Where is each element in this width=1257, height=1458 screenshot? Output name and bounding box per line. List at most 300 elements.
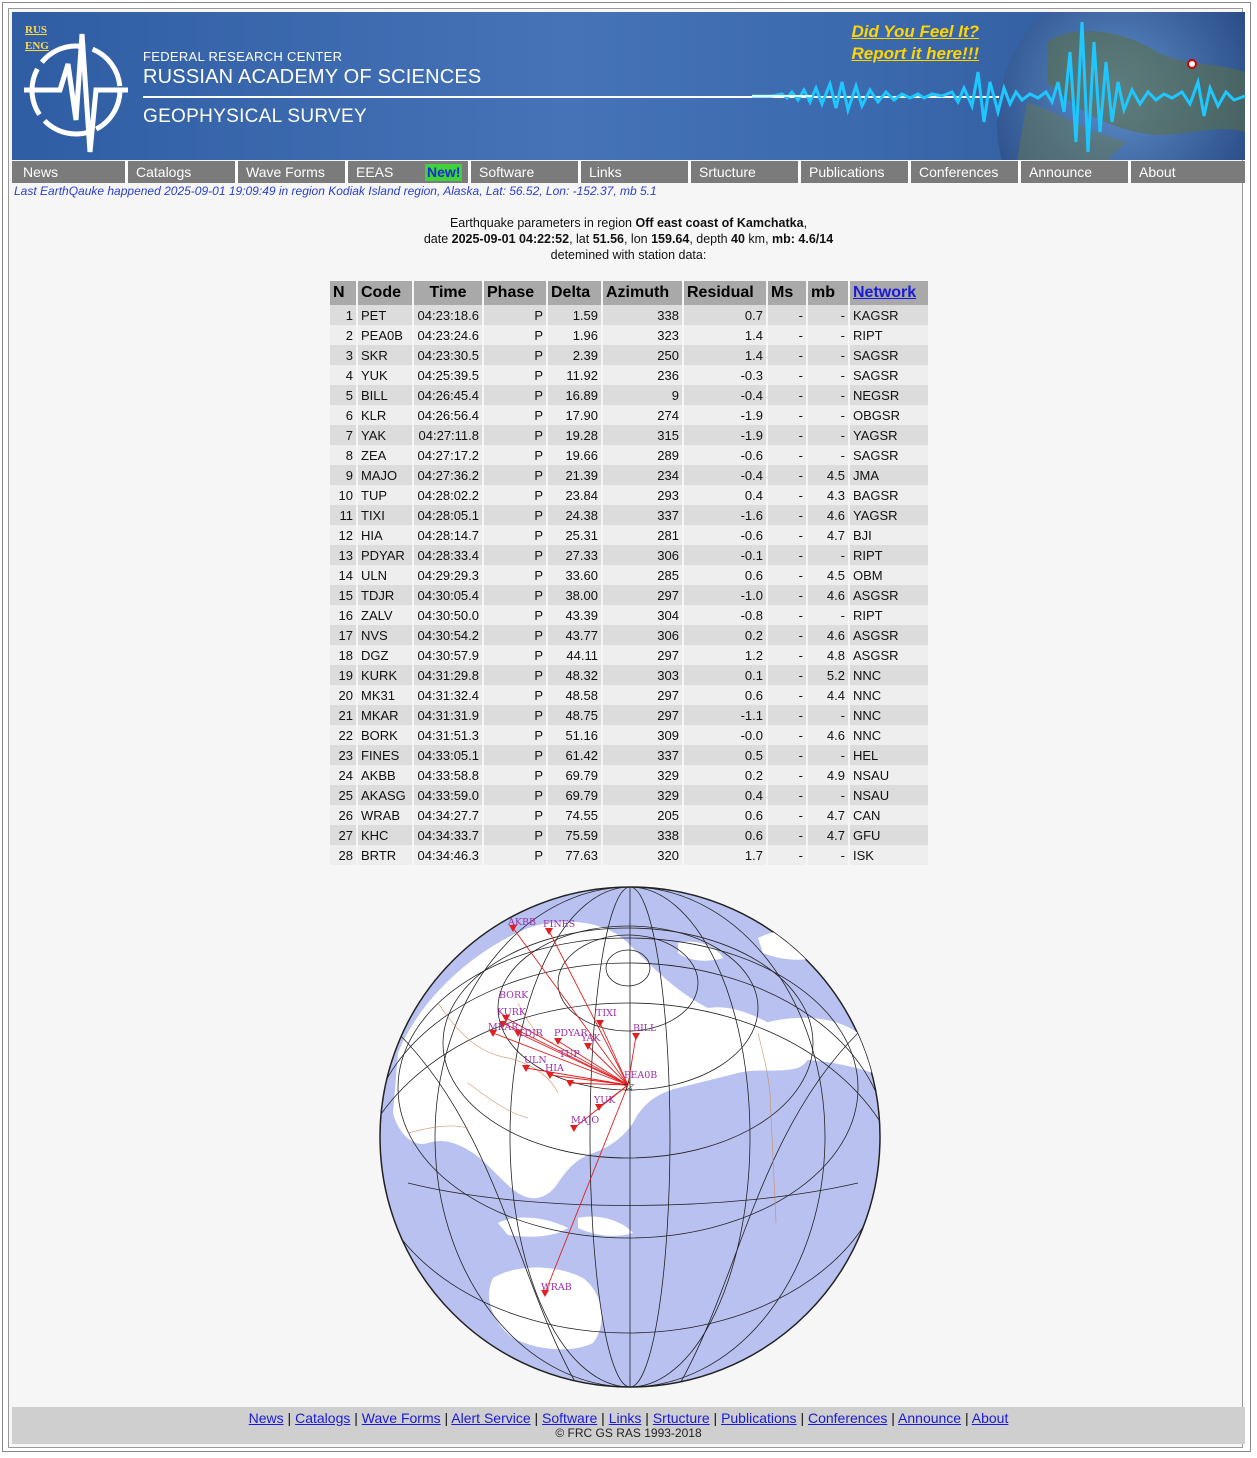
table-cell-n: 16 [330, 605, 356, 625]
table-cell-phase: P [484, 405, 546, 425]
table-cell-mb: - [808, 745, 848, 765]
table-cell-network: SAGSR [850, 445, 928, 465]
table-cell-delta: 77.63 [548, 845, 601, 865]
table-cell-azimuth: 236 [603, 365, 682, 385]
table-cell-network: ASGSR [850, 625, 928, 645]
table-cell-n: 27 [330, 825, 356, 845]
table-row [330, 585, 928, 605]
table-cell-phase: P [484, 525, 546, 545]
table-cell-code: ULN [358, 565, 412, 585]
table-row [330, 765, 928, 785]
table-cell-time: 04:28:14.7 [414, 525, 482, 545]
table-cell-ms: - [768, 485, 806, 505]
table-cell-ms: - [768, 705, 806, 725]
table-cell-azimuth: 306 [603, 625, 682, 645]
station-map [378, 883, 882, 1391]
table-cell-delta: 16.89 [548, 385, 601, 405]
table-cell-code: PET [358, 305, 412, 325]
table-row [330, 645, 928, 665]
table-cell-code: MAJO [358, 465, 412, 485]
map-label-wrab: WRAB [541, 1282, 572, 1293]
network-sort-link[interactable]: Network [853, 284, 917, 301]
table-cell-code: ZALV [358, 605, 412, 625]
table-cell-time: 04:25:39.5 [414, 365, 482, 385]
table-cell-residual: -0.1 [684, 545, 766, 565]
table-cell-time: 04:28:05.1 [414, 505, 482, 525]
col-phase: Phase [484, 281, 546, 305]
table-cell-delta: 19.66 [548, 445, 601, 465]
table-cell-phase: P [484, 645, 546, 665]
table-row [330, 605, 928, 625]
table-cell-mb: - [808, 365, 848, 385]
table-cell-time: 04:30:54.2 [414, 625, 482, 645]
footer-link-catalogs[interactable]: Catalogs [295, 1410, 351, 1426]
table-cell-ms: - [768, 505, 806, 525]
table-cell-delta: 48.58 [548, 685, 601, 705]
table-row [330, 345, 928, 365]
footer-link-about[interactable]: About [971, 1410, 1009, 1426]
table-cell-network: SAGSR [850, 345, 928, 365]
table-cell-residual: 0.6 [684, 825, 766, 845]
col-ms: Ms [768, 281, 806, 305]
table-cell-network: YAGSR [850, 425, 928, 445]
header-line3: GEOPHYSICAL SURVEY [143, 106, 367, 127]
table-cell-residual: -0.6 [684, 445, 766, 465]
table-cell-azimuth: 304 [603, 605, 682, 625]
table-cell-mb: 4.3 [808, 485, 848, 505]
table-cell-phase: P [484, 465, 546, 485]
table-cell-residual: -1.9 [684, 405, 766, 425]
did-you-feel-link[interactable]: Did You Feel It? [851, 22, 979, 41]
table-cell-n: 3 [330, 345, 356, 365]
table-cell-network: NNC [850, 665, 928, 685]
table-cell-delta: 74.55 [548, 805, 601, 825]
table-cell-code: BORK [358, 725, 412, 745]
table-cell-time: 04:26:56.4 [414, 405, 482, 425]
table-cell-n: 5 [330, 385, 356, 405]
table-cell-network: NNC [850, 705, 928, 725]
map-label-yuk: YUK [594, 1095, 616, 1106]
table-cell-network: SAGSR [850, 365, 928, 385]
table-cell-phase: P [484, 805, 546, 825]
table-cell-azimuth: 297 [603, 685, 682, 705]
table-cell-mb: 4.6 [808, 585, 848, 605]
table-row [330, 545, 928, 565]
table-cell-n: 20 [330, 685, 356, 705]
table-cell-network: NSAU [850, 785, 928, 805]
table-cell-azimuth: 285 [603, 565, 682, 585]
map-label-kurk: KURK [497, 1007, 527, 1018]
table-cell-delta: 24.38 [548, 505, 601, 525]
table-cell-phase: P [484, 745, 546, 765]
lon-label: , lon [623, 232, 652, 246]
table-cell-delta: 38.00 [548, 585, 601, 605]
params-line2 [0, 232, 1257, 246]
table-cell-azimuth: 338 [603, 825, 682, 845]
table-cell-time: 04:33:58.8 [414, 765, 482, 785]
depth-label: , depth [689, 232, 732, 246]
table-cell-residual: 1.7 [684, 845, 766, 865]
table-cell-azimuth: 309 [603, 725, 682, 745]
footer-link-wave-forms[interactable]: Wave Forms [361, 1410, 441, 1426]
table-cell-residual: -0.6 [684, 525, 766, 545]
mb-value: mb: 4.6/14 [772, 232, 834, 246]
table-cell-ms: - [768, 585, 806, 605]
table-cell-mb: - [808, 845, 848, 865]
table-cell-mb: - [808, 345, 848, 365]
table-cell-ms: - [768, 605, 806, 625]
table-cell-delta: 43.77 [548, 625, 601, 645]
table-cell-code: TDJR [358, 585, 412, 605]
copyright: © FRC GS RAS 1993-2018 [555, 1426, 702, 1440]
last-earthquake-ticker[interactable]: Last EarthQauke happened 2025-09-01 19:09:49 in region Kodiak Island region, Alaska, Lat: 56.52, Lon: -152.37, mb 5.1 [14, 184, 657, 198]
date-value: 2025-09-01 04:22:52 [451, 232, 570, 246]
table-cell-code: KLR [358, 405, 412, 425]
table-cell-ms: - [768, 405, 806, 425]
map-label-uln: ULN [524, 1055, 547, 1066]
table-cell-code: AKBB [358, 765, 412, 785]
table-row [330, 505, 928, 525]
table-row [330, 785, 928, 805]
table-cell-azimuth: 303 [603, 665, 682, 685]
map-label-majo: MAJO [571, 1115, 600, 1126]
table-cell-time: 04:31:32.4 [414, 685, 482, 705]
table-cell-delta: 19.28 [548, 425, 601, 445]
table-cell-time: 04:34:46.3 [414, 845, 482, 865]
table-cell-residual: 1.4 [684, 325, 766, 345]
table-cell-mb: - [808, 705, 848, 725]
table-cell-residual: 0.6 [684, 685, 766, 705]
table-cell-time: 04:27:11.8 [414, 425, 482, 445]
table-cell-phase: P [484, 445, 546, 465]
menu-conferences[interactable]: Conferences [908, 161, 1018, 183]
lat-value: 51.56 [592, 232, 624, 246]
table-cell-delta: 23.84 [548, 485, 601, 505]
table-cell-mb: - [808, 605, 848, 625]
table-cell-mb: 4.6 [808, 505, 848, 525]
menu-structure[interactable]: Srtucture [688, 161, 798, 183]
table-cell-residual: -1.0 [684, 585, 766, 605]
table-cell-ms: - [768, 645, 806, 665]
map-label-pea0b: PEA0B [624, 1070, 658, 1081]
table-cell-delta: 2.39 [548, 345, 601, 365]
table-cell-mb: 4.8 [808, 645, 848, 665]
table-cell-residual: 0.2 [684, 765, 766, 785]
table-cell-phase: P [484, 565, 546, 585]
menu-wave-forms[interactable]: Wave Forms [235, 161, 345, 183]
table-cell-time: 04:23:24.6 [414, 325, 482, 345]
params-line1 [0, 216, 1257, 230]
table-cell-n: 18 [330, 645, 356, 665]
table-cell-ms: - [768, 565, 806, 585]
table-cell-ms: - [768, 725, 806, 745]
table-cell-mb: 4.9 [808, 765, 848, 785]
menu-catalogs[interactable]: Catalogs [125, 161, 235, 183]
table-cell-azimuth: 315 [603, 425, 682, 445]
table-row [330, 425, 928, 445]
table-cell-n: 6 [330, 405, 356, 425]
table-cell-azimuth: 250 [603, 345, 682, 365]
table-header-row [330, 281, 928, 305]
table-cell-network: JMA [850, 465, 928, 485]
table-cell-azimuth: 337 [603, 505, 682, 525]
table-cell-time: 04:23:18.6 [414, 305, 482, 325]
table-cell-code: PDYAR [358, 545, 412, 565]
table-cell-delta: 33.60 [548, 565, 601, 585]
table-cell-ms: - [768, 305, 806, 325]
table-cell-time: 04:30:05.4 [414, 585, 482, 605]
table-cell-mb: - [808, 305, 848, 325]
footer-link-software[interactable]: Software [542, 1410, 598, 1426]
table-cell-code: WRAB [358, 805, 412, 825]
col-azimuth: Azimuth [603, 281, 682, 305]
station-table [328, 281, 930, 865]
table-cell-ms: - [768, 365, 806, 385]
table-cell-phase: P [484, 765, 546, 785]
footer-link-links[interactable]: Links [608, 1410, 642, 1426]
table-cell-azimuth: 306 [603, 545, 682, 565]
table-cell-phase: P [484, 705, 546, 725]
table-cell-time: 04:29:29.3 [414, 565, 482, 585]
table-cell-time: 04:34:33.7 [414, 825, 482, 845]
lat-label: , lat [569, 232, 593, 246]
site-footer [12, 1407, 1245, 1444]
menu-announce[interactable]: Announce [1018, 161, 1128, 183]
col-mb: mb [808, 281, 848, 305]
table-row [330, 745, 928, 765]
table-cell-delta: 21.39 [548, 465, 601, 485]
table-cell-phase: P [484, 685, 546, 705]
lang-rus-link[interactable]: RUS [25, 24, 48, 36]
table-cell-residual: 0.4 [684, 785, 766, 805]
table-cell-network: RIPT [850, 325, 928, 345]
table-cell-phase: P [484, 425, 546, 445]
menu-about[interactable]: About [1128, 161, 1245, 183]
table-cell-n: 15 [330, 585, 356, 605]
table-cell-residual: 1.2 [684, 645, 766, 665]
lon-value: 159.64 [651, 232, 690, 246]
depth-unit: km, [744, 232, 773, 246]
table-cell-azimuth: 281 [603, 525, 682, 545]
table-row [330, 325, 928, 345]
table-cell-residual: -0.4 [684, 385, 766, 405]
main-menu [12, 161, 1245, 183]
logo-icon [20, 24, 132, 154]
date-label: date [423, 232, 452, 246]
table-cell-ms: - [768, 765, 806, 785]
region-name: Off east coast of Kamchatka [635, 216, 804, 230]
site-header [12, 12, 1245, 160]
table-cell-ms: - [768, 445, 806, 465]
table-cell-code: KURK [358, 665, 412, 685]
table-cell-residual: 0.6 [684, 565, 766, 585]
table-cell-mb: 4.4 [808, 685, 848, 705]
footer-link-announce[interactable]: Announce [898, 1410, 962, 1426]
table-cell-ms: - [768, 625, 806, 645]
table-cell-phase: P [484, 665, 546, 685]
footer-link-structure[interactable]: Srtucture [652, 1410, 710, 1426]
lang-eng-link[interactable]: ENG [25, 40, 49, 52]
table-cell-network: ASGSR [850, 645, 928, 665]
table-cell-n: 21 [330, 705, 356, 725]
table-cell-phase: P [484, 785, 546, 805]
table-cell-azimuth: 323 [603, 325, 682, 345]
table-cell-network: NNC [850, 725, 928, 745]
table-cell-network: BJI [850, 525, 928, 545]
table-row [330, 705, 928, 725]
table-cell-residual: 0.5 [684, 745, 766, 765]
table-cell-time: 04:27:17.2 [414, 445, 482, 465]
table-cell-ms: - [768, 825, 806, 845]
table-cell-residual: -0.8 [684, 605, 766, 625]
table-cell-n: 4 [330, 365, 356, 385]
table-cell-phase: P [484, 725, 546, 745]
table-cell-code: TIXI [358, 505, 412, 525]
table-cell-residual: 1.4 [684, 345, 766, 365]
table-cell-phase: P [484, 365, 546, 385]
table-cell-residual: 0.2 [684, 625, 766, 645]
map-label-hia: HIA [545, 1063, 564, 1074]
table-cell-n: 11 [330, 505, 356, 525]
table-cell-delta: 1.59 [548, 305, 601, 325]
footer-link-alert-service[interactable]: Alert Service [451, 1410, 531, 1426]
menu-software[interactable]: Software [468, 161, 578, 183]
table-cell-code: MKAR [358, 705, 412, 725]
table-cell-phase: P [484, 625, 546, 645]
menu-new-badge[interactable]: New! [427, 164, 461, 180]
table-cell-network: RIPT [850, 605, 928, 625]
table-cell-delta: 75.59 [548, 825, 601, 845]
table-cell-network: NEGSR [850, 385, 928, 405]
table-cell-delta: 27.33 [548, 545, 601, 565]
table-row [330, 625, 928, 645]
table-cell-n: 17 [330, 625, 356, 645]
table-cell-network: CAN [850, 805, 928, 825]
table-cell-delta: 51.16 [548, 725, 601, 745]
table-cell-delta: 48.75 [548, 705, 601, 725]
table-row [330, 725, 928, 745]
table-cell-mb: 4.5 [808, 465, 848, 485]
table-cell-n: 14 [330, 565, 356, 585]
table-cell-delta: 25.31 [548, 525, 601, 545]
table-cell-n: 24 [330, 765, 356, 785]
table-cell-delta: 1.96 [548, 325, 601, 345]
table-cell-code: NVS [358, 625, 412, 645]
table-cell-azimuth: 9 [603, 385, 682, 405]
footer-link-news[interactable]: News [248, 1410, 284, 1426]
table-cell-azimuth: 205 [603, 805, 682, 825]
header-line2: RUSSIAN ACADEMY OF SCIENCES [143, 66, 482, 88]
table-row [330, 445, 928, 465]
menu-links[interactable]: Links [578, 161, 688, 183]
params-sep: , [803, 216, 808, 230]
depth-value: 40 [731, 232, 745, 246]
table-cell-network: ASGSR [850, 585, 928, 605]
map-label-tup: TUP [559, 1049, 580, 1060]
table-cell-n: 9 [330, 465, 356, 485]
table-cell-delta: 17.90 [548, 405, 601, 425]
table-cell-network: NSAU [850, 765, 928, 785]
table-row [330, 385, 928, 405]
table-cell-ms: - [768, 785, 806, 805]
map-label-bill: BILL [633, 1023, 657, 1034]
table-cell-n: 25 [330, 785, 356, 805]
table-cell-ms: - [768, 525, 806, 545]
table-cell-mb: 4.7 [808, 825, 848, 845]
params-label: Earthquake parameters in region [449, 216, 636, 230]
table-cell-azimuth: 234 [603, 465, 682, 485]
table-cell-n: 8 [330, 445, 356, 465]
table-cell-time: 04:31:51.3 [414, 725, 482, 745]
col-residual: Residual [684, 281, 766, 305]
table-cell-residual: -1.9 [684, 425, 766, 445]
table-cell-time: 04:33:05.1 [414, 745, 482, 765]
table-cell-network: HEL [850, 745, 928, 765]
table-cell-code: AKASG [358, 785, 412, 805]
station-rows [330, 305, 928, 865]
table-cell-residual: 0.1 [684, 665, 766, 685]
report-here-link[interactable]: Report it here!!! [851, 44, 979, 63]
table-cell-ms: - [768, 745, 806, 765]
table-row [330, 305, 928, 325]
table-cell-time: 04:34:27.7 [414, 805, 482, 825]
header-line1: FEDERAL RESEARCH CENTER [143, 49, 343, 64]
table-cell-mb: 4.5 [808, 565, 848, 585]
table-cell-phase: P [484, 325, 546, 345]
table-row [330, 485, 928, 505]
menu-eeas[interactable]: EEAS [345, 161, 422, 183]
table-cell-ms: - [768, 425, 806, 445]
table-cell-time: 04:26:45.4 [414, 385, 482, 405]
table-cell-time: 04:30:57.9 [414, 645, 482, 665]
table-cell-code: ZEA [358, 445, 412, 465]
table-cell-azimuth: 297 [603, 585, 682, 605]
map-label-fines: FINES [543, 919, 576, 930]
table-cell-residual: -1.6 [684, 505, 766, 525]
table-cell-ms: - [768, 465, 806, 485]
table-cell-residual: 0.6 [684, 805, 766, 825]
table-cell-n: 26 [330, 805, 356, 825]
menu-publications[interactable]: Publications [798, 161, 908, 183]
table-cell-time: 04:23:30.5 [414, 345, 482, 365]
table-cell-mb: 4.6 [808, 625, 848, 645]
footer-link-publications[interactable]: Publications [721, 1410, 797, 1426]
table-cell-time: 04:33:59.0 [414, 785, 482, 805]
table-cell-residual: 0.7 [684, 305, 766, 325]
col-delta: Delta [548, 281, 601, 305]
table-cell-network: GFU [850, 825, 928, 845]
table-cell-code: HIA [358, 525, 412, 545]
table-cell-delta: 69.79 [548, 765, 601, 785]
table-cell-mb: 4.7 [808, 525, 848, 545]
table-cell-code: BRTR [358, 845, 412, 865]
table-cell-phase: P [484, 345, 546, 365]
table-cell-mb: - [808, 385, 848, 405]
menu-news[interactable]: News [23, 164, 59, 180]
table-row [330, 685, 928, 705]
map-label-yak: YAK [581, 1033, 601, 1044]
table-cell-phase: P [484, 825, 546, 845]
table-cell-code: DGZ [358, 645, 412, 665]
table-cell-time: 04:27:36.2 [414, 465, 482, 485]
table-cell-network: RIPT [850, 545, 928, 565]
footer-link-conferences[interactable]: Conferences [807, 1410, 888, 1426]
table-cell-mb: 4.6 [808, 725, 848, 745]
table-cell-time: 04:31:31.9 [414, 705, 482, 725]
table-cell-time: 04:28:02.2 [414, 485, 482, 505]
table-cell-ms: - [768, 685, 806, 705]
table-cell-code: BILL [358, 385, 412, 405]
